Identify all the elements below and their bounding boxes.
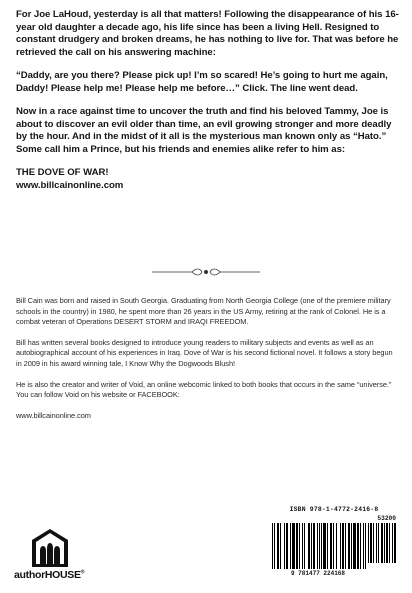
- bio-paragraph-1: Bill Cain was born and raised in South Georgia. Graduating from North Georgia College (one of the premiere military schools in the country) in 1980, he spent more than 26 years in the US Army, retiring at the rank of Colonel. He is a combat veteran of Operations DESERT STORM and IRAQI FREEDOM.: [16, 296, 391, 327]
- barcode-bar: [296, 523, 298, 569]
- blurb-paragraph-3: Now in a race against time to uncover the truth and find his beloved Tammy, Joe is about to discover an evil older than time, an evil growing stronger and more deadly by the hour. And in the midst of it all is the mysterious man known only as “Hato.” Some call him a Prince, but his friends and enemies alike refer to him as:: [16, 106, 392, 155]
- barcode-bar: [336, 523, 337, 569]
- price-barcode: [368, 523, 398, 563]
- ean-barcode: [272, 523, 366, 573]
- barcode-bar: [370, 523, 372, 563]
- barcode-bar: [286, 523, 288, 569]
- barcode-bar: [389, 523, 390, 563]
- publisher-logo: [14, 528, 96, 584]
- blurb-website: www.billcainonline.com: [16, 179, 124, 191]
- barcode-bar: [360, 523, 361, 569]
- barcode-bar: [299, 523, 300, 569]
- bio-paragraph-3: He is also the creator and writer of Void, an online webcomic linked to both books that occurs in the same “universe.” You can follow Void on his website or FACEBOOK:: [16, 379, 392, 400]
- barcode-bar: [327, 523, 328, 569]
- barcode-bar: [365, 523, 366, 569]
- barcode-bar: [284, 523, 285, 569]
- barcode-bar: [333, 523, 334, 569]
- barcode-bar: [308, 523, 310, 569]
- price-code: 53200: [377, 515, 396, 522]
- blurb-paragraph-2: “Daddy, are you there? Please pick up! I’m so scared! He’s going to hurt me again, Daddy! Please help me! Please help me before…” Click. The line went dead.: [16, 70, 388, 94]
- barcode-bar: [368, 523, 369, 563]
- barcode-bar: [381, 523, 383, 563]
- blurb: [16, 9, 400, 192]
- barcode-bar: [353, 523, 356, 569]
- barcode-digits: 9 781477 224168: [290, 570, 345, 577]
- barcode-bar: [357, 523, 359, 569]
- barcode-bar: [280, 523, 281, 569]
- barcode-bar: [363, 523, 364, 569]
- barcode-bar: [345, 523, 346, 569]
- bio-paragraph-2: Bill has written several books designed to introduce young readers to military subjects and events as well as an autobiographical account of his experiences in Iraq. Dove of War is his second fictional novel. It follows a story begun in 2009 in his award winning tale, I Know Why the Dogwoods Blush!: [16, 337, 393, 368]
- isbn-text: ISBN 978-1-4772-2416-8: [289, 506, 379, 513]
- barcode-bar: [386, 523, 388, 563]
- blurb-tagline: THE DOVE OF WAR!: [16, 167, 109, 178]
- barcode-bar: [277, 523, 279, 569]
- barcode-bar: [272, 523, 273, 569]
- barcode-bar: [323, 523, 326, 569]
- isbn-barcode-block: [268, 506, 400, 580]
- barcode-bar: [330, 523, 332, 569]
- barcode-bar: [304, 523, 305, 569]
- barcode-bar: [392, 523, 393, 563]
- barcode-bar: [290, 523, 291, 569]
- barcode-bar: [313, 523, 315, 569]
- barcode-bar: [317, 523, 318, 569]
- barcode-bar: [321, 523, 322, 569]
- author-bio: [16, 296, 400, 421]
- publisher-name: authorHOUSE®: [14, 569, 85, 581]
- barcode-bar: [340, 523, 341, 569]
- barcode-bar: [302, 523, 303, 569]
- barcode-bar: [373, 523, 374, 563]
- barcode-bar: [319, 523, 320, 569]
- barcode-bar: [376, 523, 377, 563]
- barcode-bar: [384, 523, 385, 563]
- barcode-bar: [378, 523, 379, 563]
- barcode-bar: [342, 523, 344, 569]
- bio-website: www.billcainonline.com: [16, 410, 91, 420]
- blurb-paragraph-1: For Joe LaHoud, yesterday is all that matters! Following the disappearance of his 16-year old daughter a decade ago, his life since has been a living Hell. Resigned to constant drudgery and broken dreams, he has nothing to live for. That was before he retrieved the call on his answering machine:: [16, 9, 399, 58]
- barcode-bar: [292, 523, 295, 569]
- barcode-bar: [311, 523, 312, 569]
- barcode-bar: [351, 523, 352, 569]
- barcode-bar: [394, 523, 396, 563]
- authorhouse-building-icon: [31, 528, 69, 568]
- ornament-divider: [150, 267, 262, 277]
- barcode-bar: [348, 523, 350, 569]
- barcode-bar: [274, 523, 275, 569]
